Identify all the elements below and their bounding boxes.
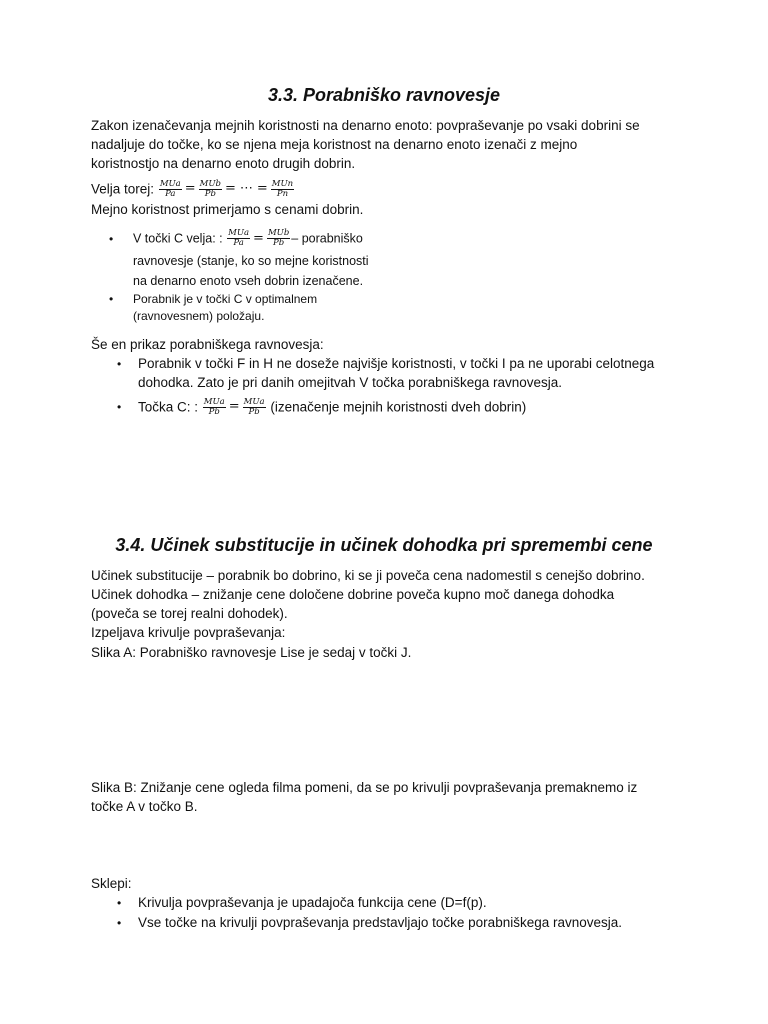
bullet-point-c-cont-2: na denarno enoto vseh dobrin izenačene. — [133, 274, 364, 288]
another-view-line: Še en prikaz porabniškega ravnovesja: — [91, 337, 324, 352]
derivation-line: Izpeljava krivulje povpraševanja: — [91, 625, 286, 640]
slika-b-line-1: Slika B: Znižanje cene ogleda filma pomeni, da se po krivulji povpraševanja premaknemo iz — [91, 780, 638, 795]
income-line: Učinek dohodka – znižanje cene določene dobrine poveča kupno moč danega dohodka — [91, 587, 615, 602]
section-heading-3-4: 3.4. Učinek substitucije in učinek dohodka pri spremembi cene — [115, 535, 653, 555]
bullet-marker: • — [109, 232, 114, 246]
fraction-mub-pb: $\frac{\text{MUb}}{Pb}$ — [267, 228, 290, 249]
intro-line-2: nadaljuje do točke, ko se njena meja koristnost na denarno enoto izenači z mejno — [91, 137, 578, 152]
equilibrium-formula: Velja torej: $\frac{\text{MUa}}{Pa}$ = $\frac{\text{MUb}}{Pb}$ = ⋯ = $\frac{\text{MUn}}{Pn}$ — [91, 178, 294, 199]
substitution-line: Učinek substitucije – porabnik bo dobrino, ki se ji poveča cena nadomestil s cenejšo dobrino. — [91, 568, 645, 583]
bullet-marker: • — [117, 916, 122, 930]
fraction-mun-pn: $\frac{\text{MUn}}{Pn}$ — [271, 178, 294, 199]
bullet-point-c-equal: Točka C: : $\frac{\text{MUa}}{Pb}$ = $\frac{\text{MUa}}{Pb}$ (izenačenje mejnih koristnosti dveh dobrin) — [138, 396, 527, 417]
intro-line-3: koristnostjo na denarno enoto drugih dobrin. — [91, 156, 356, 171]
bullet-optimal-line-1: Porabnik je v točki C v optimalnem — [133, 292, 318, 306]
conclusions-label: Sklepi: — [91, 876, 132, 891]
conclusion-item-2: Vse točke na krivulji povpraševanja predstavljajo točke porabniškega ravnovesja. — [138, 915, 623, 930]
fraction-mua-pb: $\frac{\text{MUa}}{Pb}$ — [203, 396, 225, 417]
intro-line-1: Zakon izenačevanja mejnih koristnosti na denarno enoto: povpraševanje po vsaki dobrini se — [91, 118, 640, 133]
bullet-marker: • — [109, 292, 114, 306]
bullet-point-c: V točki C velja: : $\frac{\text{MUa}}{Pa}$ = $\frac{\text{MUb}}{Pb}$ – porabniško — [133, 228, 363, 249]
fraction-mua-pa: $\frac{\text{MUa}}{Pa}$ — [159, 178, 181, 199]
slika-a-line: Slika A: Porabniško ravnovesje Lise je sedaj v točki J. — [91, 645, 412, 660]
fraction-mua-pa: $\frac{\text{MUa}}{Pa}$ — [228, 228, 250, 249]
slika-b-line-2: točke A v točko B. — [91, 799, 198, 814]
fraction-mua-pb: $\frac{\text{MUa}}{Pb}$ — [243, 396, 265, 417]
real-income-line: (poveča se torej realni dohodek). — [91, 606, 288, 621]
bullet-marker: • — [117, 896, 122, 910]
bullet-marker: • — [117, 400, 122, 414]
section-heading-3-3: 3.3. Porabniško ravnovesje — [267, 85, 501, 105]
bullet-point-c-cont-1: ravnovesje (stanje, ko so mejne koristnosti — [133, 254, 369, 268]
bullet-consumer-line-2: dohodka. Zato je pri danih omejitvah V točka porabniškega ravnovesja. — [138, 375, 563, 390]
fraction-mub-pb: $\frac{\text{MUb}}{Pb}$ — [199, 178, 221, 199]
bullet-consumer-line-1: Porabnik v točki F in H ne doseže najvišje koristnosti, v točki I pa ne uporabi celotnega — [138, 356, 655, 371]
conclusion-item-1: Krivulja povpraševanja je upadajoča funkcija cene (D=f(p). — [138, 895, 487, 910]
formula-prefix: Velja torej: — [91, 181, 155, 197]
bullet-marker: • — [117, 357, 122, 371]
bullet-optimal-line-2: (ravnovesnem) položaju. — [133, 309, 265, 323]
compare-line: Mejno koristnost primerjamo s cenami dobrin. — [91, 202, 364, 217]
